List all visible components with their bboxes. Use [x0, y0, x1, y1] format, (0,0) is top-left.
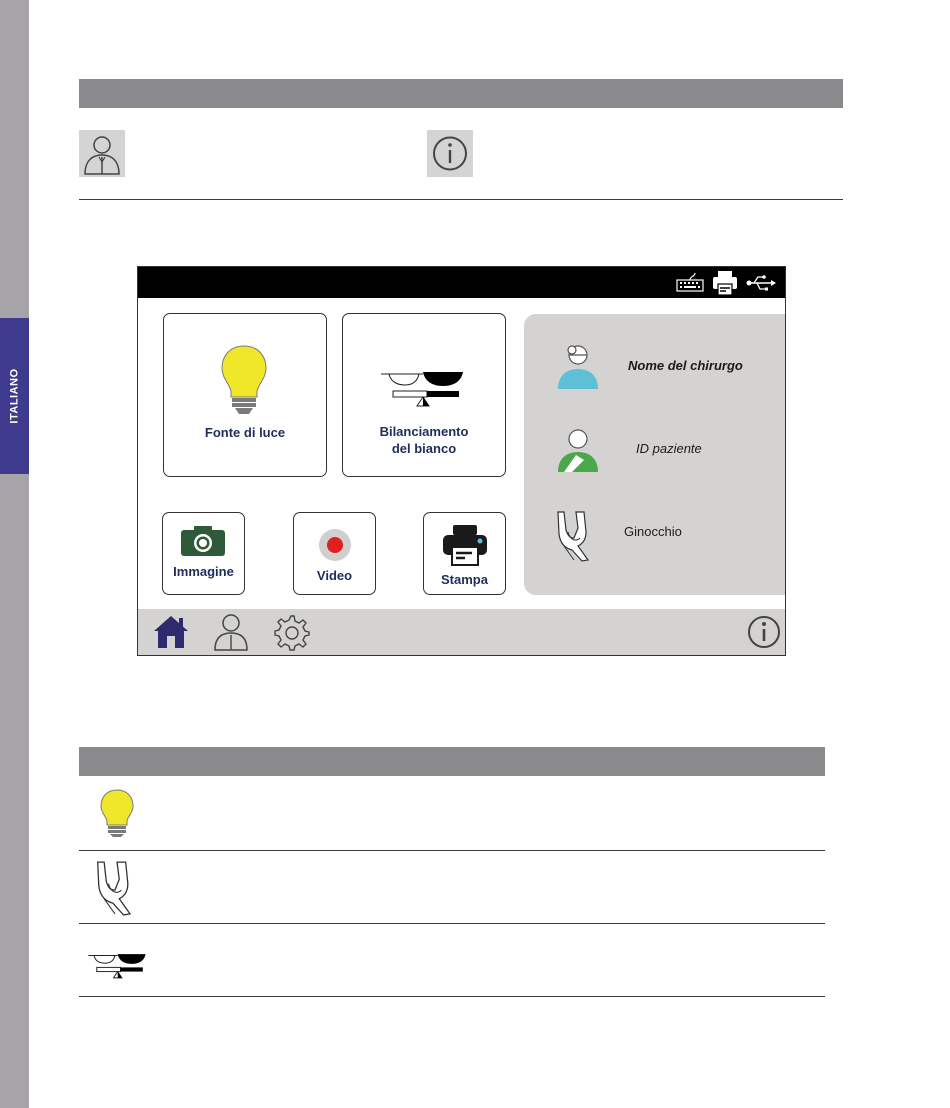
device-screenshot [137, 266, 786, 656]
info-icon[interactable] [747, 615, 781, 649]
patient-info-panel [524, 314, 785, 595]
video-record-tile[interactable] [293, 512, 376, 595]
user-icon[interactable] [212, 612, 250, 652]
home-icon[interactable] [152, 614, 190, 650]
print-tile[interactable] [423, 512, 506, 595]
light-source-tile[interactable] [163, 313, 327, 477]
white-balance-icon [87, 952, 147, 980]
divider [79, 199, 843, 200]
print-label: Stampa [441, 572, 488, 587]
white-balance-label-line2: del bianco [391, 441, 457, 456]
image-capture-tile[interactable] [162, 512, 245, 595]
camera-icon [180, 525, 226, 557]
row-divider [79, 923, 825, 924]
table-header-bar [79, 79, 843, 108]
printer-icon [711, 270, 739, 296]
knee-icon [92, 860, 140, 916]
record-icon [318, 528, 352, 562]
user-icon [79, 130, 125, 177]
white-balance-icon [379, 369, 465, 409]
patient-icon [556, 427, 600, 473]
device-bottom-bar [138, 609, 785, 655]
device-status-bar [138, 267, 785, 298]
patient-id-label[interactable]: ID paziente [636, 441, 702, 456]
video-record-label: Video [316, 568, 353, 583]
bulb-icon [98, 788, 136, 838]
procedure-label[interactable]: Ginocchio [624, 524, 682, 539]
surgeon-icon [556, 342, 600, 390]
light-source-label: Fonte di luce [204, 425, 286, 440]
image-capture-label: Immagine [173, 564, 234, 579]
printer-icon [441, 523, 489, 567]
side-strip [0, 0, 29, 1108]
surgeon-name-label[interactable]: Nome del chirurgo [628, 358, 743, 373]
row-divider [79, 996, 825, 997]
gear-icon[interactable] [272, 613, 310, 651]
info-icon [427, 130, 473, 177]
language-label: ITALIANO [8, 368, 21, 424]
keyboard-icon [675, 270, 705, 296]
usb-icon [745, 270, 777, 296]
bulb-icon [219, 344, 269, 418]
legend-table-header [79, 747, 825, 776]
knee-icon [554, 510, 596, 562]
row-divider [79, 850, 825, 851]
white-balance-tile[interactable] [342, 313, 506, 477]
white-balance-label-line1: Bilanciamento [379, 424, 469, 439]
language-tab-label-wrap [0, 318, 29, 474]
